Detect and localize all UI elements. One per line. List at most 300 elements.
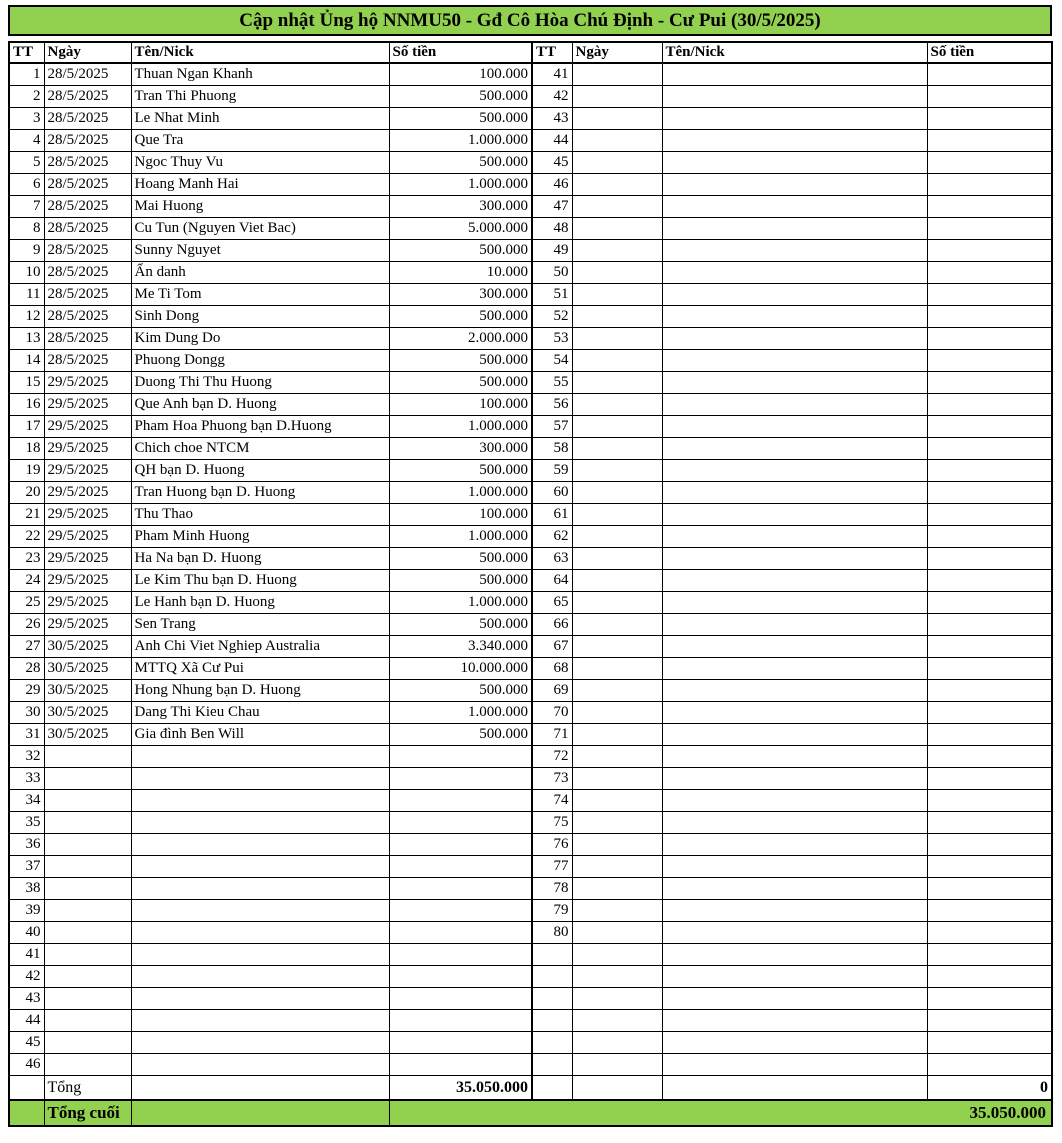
cell-date-right: [572, 526, 662, 548]
cell-date-left: 28/5/2025: [44, 306, 131, 328]
cell-tt-right: 58: [532, 438, 572, 460]
cell-amount-right: [927, 966, 1052, 988]
cell-tt-left: 40: [9, 922, 44, 944]
cell-date-right: [572, 548, 662, 570]
cell-date-right: [572, 834, 662, 856]
table-row: [9, 218, 1052, 240]
cell-date-left: [44, 900, 131, 922]
cell-name-right: [662, 680, 927, 702]
cell-name-right: [662, 460, 927, 482]
cell-name-left: Thuan Ngan Khanh: [131, 63, 389, 86]
table-row: [9, 900, 1052, 922]
header-name-right: Tên/Nick: [662, 42, 927, 63]
cell-name-right: [662, 438, 927, 460]
cell-name-left: [131, 966, 389, 988]
cell-name-right: [662, 988, 927, 1010]
cell-tt-right: 53: [532, 328, 572, 350]
table-row: [9, 504, 1052, 526]
cell-tt-left: 19: [9, 460, 44, 482]
cell-name-right: [662, 548, 927, 570]
table-row: [9, 702, 1052, 724]
cell-tt-right: 52: [532, 306, 572, 328]
cell-date-right: [572, 350, 662, 372]
table-row: [9, 460, 1052, 482]
cell-name-right: [662, 636, 927, 658]
cell-tt-left: 9: [9, 240, 44, 262]
cell-amount-right: [927, 262, 1052, 284]
cell-name-right: [662, 240, 927, 262]
table-row: [9, 394, 1052, 416]
cell-tt-right: 48: [532, 218, 572, 240]
header-name-left: Tên/Nick: [131, 42, 389, 63]
cell-date-left: 28/5/2025: [44, 108, 131, 130]
cell-amount-right: [927, 724, 1052, 746]
cell-name-left: Gia đình Ben Will: [131, 724, 389, 746]
cell-amount-left: 500.000: [389, 548, 532, 570]
cell-amount-left: 5.000.000: [389, 218, 532, 240]
cell-name-left: Pham Hoa Phuong bạn D.Huong: [131, 416, 389, 438]
cell-date-left: 28/5/2025: [44, 218, 131, 240]
cell-tt-left: 25: [9, 592, 44, 614]
cell-amount-right: [927, 922, 1052, 944]
cell-name-right: [662, 350, 927, 372]
cell-name-left: Tran Thi Phuong: [131, 86, 389, 108]
cell-tt-right: 69: [532, 680, 572, 702]
table-row: [9, 614, 1052, 636]
cell-amount-right: [927, 746, 1052, 768]
cell-amount-left: 300.000: [389, 196, 532, 218]
cell-name-left: Le Kim Thu bạn D. Huong: [131, 570, 389, 592]
cell-amount-left: [389, 746, 532, 768]
cell-tt-right: 77: [532, 856, 572, 878]
cell-name-left: [131, 900, 389, 922]
table-row: [9, 306, 1052, 328]
cell-date-left: [44, 812, 131, 834]
cell-tt-left: 21: [9, 504, 44, 526]
cell-name-left: [131, 768, 389, 790]
cell-date-right: [572, 504, 662, 526]
cell-date-left: 28/5/2025: [44, 86, 131, 108]
cell-tt-left: 26: [9, 614, 44, 636]
cell-date-left: 29/5/2025: [44, 482, 131, 504]
cell-name-left: Tran Huong bạn D. Huong: [131, 482, 389, 504]
cell-amount-right: [927, 944, 1052, 966]
cell-date-left: [44, 966, 131, 988]
cell-name-left: Kim Dung Do: [131, 328, 389, 350]
cell-date-right: [572, 592, 662, 614]
cell-amount-right: [927, 196, 1052, 218]
cell-tt-left: 34: [9, 790, 44, 812]
cell-name-right: [662, 174, 927, 196]
cell-date-left: [44, 878, 131, 900]
table-row: [9, 438, 1052, 460]
subtotal-tt-right: [532, 1076, 572, 1101]
cell-tt-right: 76: [532, 834, 572, 856]
cell-tt-right: [532, 944, 572, 966]
cell-date-left: 29/5/2025: [44, 548, 131, 570]
table-row: [9, 570, 1052, 592]
cell-name-right: [662, 306, 927, 328]
cell-tt-right: 72: [532, 746, 572, 768]
cell-amount-left: [389, 1010, 532, 1032]
cell-amount-left: [389, 812, 532, 834]
table-row: [9, 658, 1052, 680]
cell-name-right: [662, 812, 927, 834]
cell-name-left: [131, 1032, 389, 1054]
cell-date-left: 28/5/2025: [44, 174, 131, 196]
cell-amount-right: [927, 174, 1052, 196]
cell-amount-right: [927, 1032, 1052, 1054]
table-body: [9, 63, 1052, 1076]
cell-amount-left: [389, 790, 532, 812]
cell-date-left: [44, 790, 131, 812]
cell-name-right: [662, 86, 927, 108]
cell-date-left: 29/5/2025: [44, 504, 131, 526]
cell-amount-right: [927, 790, 1052, 812]
cell-name-right: [662, 1054, 927, 1076]
cell-date-right: [572, 460, 662, 482]
cell-tt-left: 41: [9, 944, 44, 966]
cell-amount-right: [927, 900, 1052, 922]
cell-tt-right: [532, 1010, 572, 1032]
cell-amount-left: 300.000: [389, 438, 532, 460]
cell-date-right: [572, 966, 662, 988]
cell-amount-right: [927, 108, 1052, 130]
cell-amount-left: [389, 922, 532, 944]
table-row: [9, 526, 1052, 548]
cell-name-right: [662, 768, 927, 790]
cell-date-right: [572, 856, 662, 878]
cell-amount-left: 100.000: [389, 63, 532, 86]
cell-name-left: Cu Tun (Nguyen Viet Bac): [131, 218, 389, 240]
table-row: [9, 680, 1052, 702]
cell-tt-right: 60: [532, 482, 572, 504]
cell-amount-right: [927, 856, 1052, 878]
cell-tt-right: 45: [532, 152, 572, 174]
cell-name-left: Phuong Dongg: [131, 350, 389, 372]
cell-date-right: [572, 438, 662, 460]
cell-name-left: Pham Minh Huong: [131, 526, 389, 548]
cell-tt-right: [532, 966, 572, 988]
cell-tt-left: 3: [9, 108, 44, 130]
cell-amount-right: [927, 152, 1052, 174]
cell-tt-left: 42: [9, 966, 44, 988]
cell-tt-right: 54: [532, 350, 572, 372]
cell-tt-left: 35: [9, 812, 44, 834]
cell-date-right: [572, 394, 662, 416]
cell-tt-left: 43: [9, 988, 44, 1010]
cell-date-left: 29/5/2025: [44, 372, 131, 394]
cell-tt-left: 16: [9, 394, 44, 416]
cell-tt-right: 71: [532, 724, 572, 746]
cell-name-left: [131, 944, 389, 966]
cell-date-left: 28/5/2025: [44, 196, 131, 218]
cell-date-right: [572, 262, 662, 284]
cell-amount-left: 500.000: [389, 680, 532, 702]
cell-name-right: [662, 790, 927, 812]
cell-name-left: Ha Na bạn D. Huong: [131, 548, 389, 570]
cell-name-left: Le Nhat Minh: [131, 108, 389, 130]
cell-tt-left: 15: [9, 372, 44, 394]
cell-name-right: [662, 482, 927, 504]
table-row: [9, 988, 1052, 1010]
cell-tt-right: 50: [532, 262, 572, 284]
cell-amount-right: [927, 548, 1052, 570]
cell-date-right: [572, 86, 662, 108]
cell-tt-left: 29: [9, 680, 44, 702]
cell-amount-right: [927, 570, 1052, 592]
subtotal-amount-right: 0: [927, 1076, 1052, 1101]
cell-tt-left: 14: [9, 350, 44, 372]
cell-amount-left: 1.000.000: [389, 592, 532, 614]
cell-date-left: [44, 856, 131, 878]
cell-name-right: [662, 878, 927, 900]
cell-name-left: [131, 834, 389, 856]
cell-tt-right: 61: [532, 504, 572, 526]
cell-date-left: 29/5/2025: [44, 526, 131, 548]
cell-name-left: Dang Thi Kieu Chau: [131, 702, 389, 724]
cell-name-right: [662, 372, 927, 394]
cell-date-left: [44, 988, 131, 1010]
cell-date-left: 28/5/2025: [44, 130, 131, 152]
cell-amount-left: [389, 1032, 532, 1054]
donation-table: [8, 41, 1053, 1127]
cell-tt-right: 65: [532, 592, 572, 614]
cell-amount-right: [927, 592, 1052, 614]
cell-tt-right: 43: [532, 108, 572, 130]
cell-tt-left: 31: [9, 724, 44, 746]
cell-date-left: 28/5/2025: [44, 262, 131, 284]
cell-name-right: [662, 1010, 927, 1032]
cell-tt-left: 38: [9, 878, 44, 900]
cell-name-right: [662, 614, 927, 636]
cell-date-right: [572, 680, 662, 702]
cell-tt-left: 8: [9, 218, 44, 240]
cell-name-left: Duong Thi Thu Huong: [131, 372, 389, 394]
cell-date-right: [572, 614, 662, 636]
cell-tt-left: 33: [9, 768, 44, 790]
cell-amount-left: 1.000.000: [389, 130, 532, 152]
cell-date-left: [44, 922, 131, 944]
cell-amount-left: 500.000: [389, 614, 532, 636]
cell-name-right: [662, 218, 927, 240]
cell-name-right: [662, 152, 927, 174]
cell-date-left: [44, 1010, 131, 1032]
cell-name-left: [131, 790, 389, 812]
cell-tt-left: 17: [9, 416, 44, 438]
cell-amount-left: 1.000.000: [389, 702, 532, 724]
cell-date-right: [572, 1032, 662, 1054]
cell-date-right: [572, 746, 662, 768]
cell-date-right: [572, 724, 662, 746]
cell-date-left: 29/5/2025: [44, 460, 131, 482]
table-row: [9, 86, 1052, 108]
cell-name-left: Sunny Nguyet: [131, 240, 389, 262]
cell-amount-right: [927, 1010, 1052, 1032]
header-amount-right: Số tiền: [927, 42, 1052, 63]
cell-tt-left: 46: [9, 1054, 44, 1076]
cell-amount-left: 500.000: [389, 724, 532, 746]
cell-date-right: [572, 372, 662, 394]
cell-name-right: [662, 944, 927, 966]
cell-date-right: [572, 218, 662, 240]
cell-amount-left: 1.000.000: [389, 526, 532, 548]
cell-amount-right: [927, 218, 1052, 240]
header-tt-right: TT: [532, 42, 572, 63]
cell-tt-left: 18: [9, 438, 44, 460]
cell-name-right: [662, 416, 927, 438]
cell-date-right: [572, 306, 662, 328]
table-row: [9, 768, 1052, 790]
cell-tt-right: [532, 1054, 572, 1076]
table-row: [9, 966, 1052, 988]
cell-amount-left: 500.000: [389, 108, 532, 130]
cell-tt-right: 41: [532, 63, 572, 86]
cell-name-left: [131, 1054, 389, 1076]
cell-date-left: 28/5/2025: [44, 152, 131, 174]
cell-amount-left: 3.340.000: [389, 636, 532, 658]
cell-name-left: [131, 856, 389, 878]
cell-amount-right: [927, 328, 1052, 350]
cell-date-right: [572, 768, 662, 790]
cell-amount-left: [389, 966, 532, 988]
cell-date-left: 28/5/2025: [44, 350, 131, 372]
cell-name-right: [662, 63, 927, 86]
cell-date-right: [572, 878, 662, 900]
cell-date-left: [44, 746, 131, 768]
cell-tt-right: 42: [532, 86, 572, 108]
grandtotal-tt: [9, 1100, 44, 1126]
cell-date-right: [572, 196, 662, 218]
subtotal-label: Tổng: [44, 1076, 131, 1101]
cell-amount-left: 500.000: [389, 570, 532, 592]
cell-amount-right: [927, 63, 1052, 86]
cell-tt-right: 62: [532, 526, 572, 548]
table-row: [9, 1054, 1052, 1076]
cell-amount-right: [927, 482, 1052, 504]
table-row: [9, 944, 1052, 966]
cell-tt-left: 39: [9, 900, 44, 922]
cell-name-right: [662, 504, 927, 526]
cell-date-left: 29/5/2025: [44, 416, 131, 438]
cell-date-right: [572, 416, 662, 438]
cell-tt-right: 44: [532, 130, 572, 152]
cell-name-left: Chich choe NTCM: [131, 438, 389, 460]
cell-name-right: [662, 966, 927, 988]
cell-name-left: QH bạn D. Huong: [131, 460, 389, 482]
cell-amount-left: 500.000: [389, 152, 532, 174]
cell-tt-right: 73: [532, 768, 572, 790]
cell-name-right: [662, 1032, 927, 1054]
grandtotal-value: 35.050.000: [389, 1100, 1052, 1126]
cell-date-right: [572, 988, 662, 1010]
cell-date-left: 29/5/2025: [44, 592, 131, 614]
cell-amount-right: [927, 834, 1052, 856]
cell-amount-right: [927, 416, 1052, 438]
cell-amount-left: 1.000.000: [389, 416, 532, 438]
cell-tt-left: 30: [9, 702, 44, 724]
cell-name-right: [662, 702, 927, 724]
header-tt-left: TT: [9, 42, 44, 63]
cell-name-left: [131, 812, 389, 834]
cell-tt-left: 7: [9, 196, 44, 218]
cell-name-right: [662, 526, 927, 548]
cell-amount-left: [389, 900, 532, 922]
cell-name-left: [131, 878, 389, 900]
table-row: [9, 548, 1052, 570]
table-row: [9, 130, 1052, 152]
table-row: [9, 284, 1052, 306]
cell-date-left: [44, 1054, 131, 1076]
cell-date-left: [44, 944, 131, 966]
cell-tt-left: 32: [9, 746, 44, 768]
cell-amount-left: 500.000: [389, 372, 532, 394]
cell-amount-right: [927, 636, 1052, 658]
cell-tt-left: 44: [9, 1010, 44, 1032]
cell-name-right: [662, 746, 927, 768]
cell-amount-left: 500.000: [389, 240, 532, 262]
cell-amount-right: [927, 526, 1052, 548]
cell-amount-left: [389, 988, 532, 1010]
cell-amount-right: [927, 878, 1052, 900]
cell-tt-left: 23: [9, 548, 44, 570]
cell-tt-right: 57: [532, 416, 572, 438]
cell-name-left: Me Ti Tom: [131, 284, 389, 306]
cell-amount-left: [389, 878, 532, 900]
cell-name-right: [662, 196, 927, 218]
cell-amount-right: [927, 372, 1052, 394]
page-title: Cập nhật Ủng hộ NNMU50 - Gđ Cô Hòa Chú Định - Cư Pui (30/5/2025): [8, 5, 1052, 36]
cell-name-right: [662, 922, 927, 944]
cell-amount-left: 100.000: [389, 504, 532, 526]
cell-name-right: [662, 592, 927, 614]
cell-tt-right: 80: [532, 922, 572, 944]
cell-name-right: [662, 658, 927, 680]
subtotal-amount-left: 35.050.000: [389, 1076, 532, 1101]
cell-tt-right: 66: [532, 614, 572, 636]
cell-name-left: [131, 988, 389, 1010]
cell-tt-right: 67: [532, 636, 572, 658]
cell-amount-left: 500.000: [389, 306, 532, 328]
table-row: [9, 856, 1052, 878]
cell-amount-right: [927, 438, 1052, 460]
cell-amount-left: 10.000: [389, 262, 532, 284]
cell-amount-left: [389, 768, 532, 790]
cell-tt-right: 68: [532, 658, 572, 680]
cell-tt-left: 24: [9, 570, 44, 592]
cell-tt-right: 78: [532, 878, 572, 900]
cell-tt-right: 49: [532, 240, 572, 262]
cell-date-right: [572, 130, 662, 152]
cell-tt-left: 12: [9, 306, 44, 328]
cell-tt-right: 59: [532, 460, 572, 482]
cell-tt-right: 56: [532, 394, 572, 416]
table-row: [9, 812, 1052, 834]
cell-date-left: 29/5/2025: [44, 614, 131, 636]
cell-name-left: Sen Trang: [131, 614, 389, 636]
cell-tt-left: 45: [9, 1032, 44, 1054]
cell-amount-left: [389, 856, 532, 878]
table-row: [9, 196, 1052, 218]
cell-name-left: [131, 746, 389, 768]
cell-amount-right: [927, 394, 1052, 416]
cell-tt-right: 63: [532, 548, 572, 570]
cell-tt-right: 70: [532, 702, 572, 724]
cell-name-left: Hoang Manh Hai: [131, 174, 389, 196]
grandtotal-label: Tổng cuối: [44, 1100, 131, 1126]
subtotal-tt-left: [9, 1076, 44, 1101]
cell-date-right: [572, 658, 662, 680]
